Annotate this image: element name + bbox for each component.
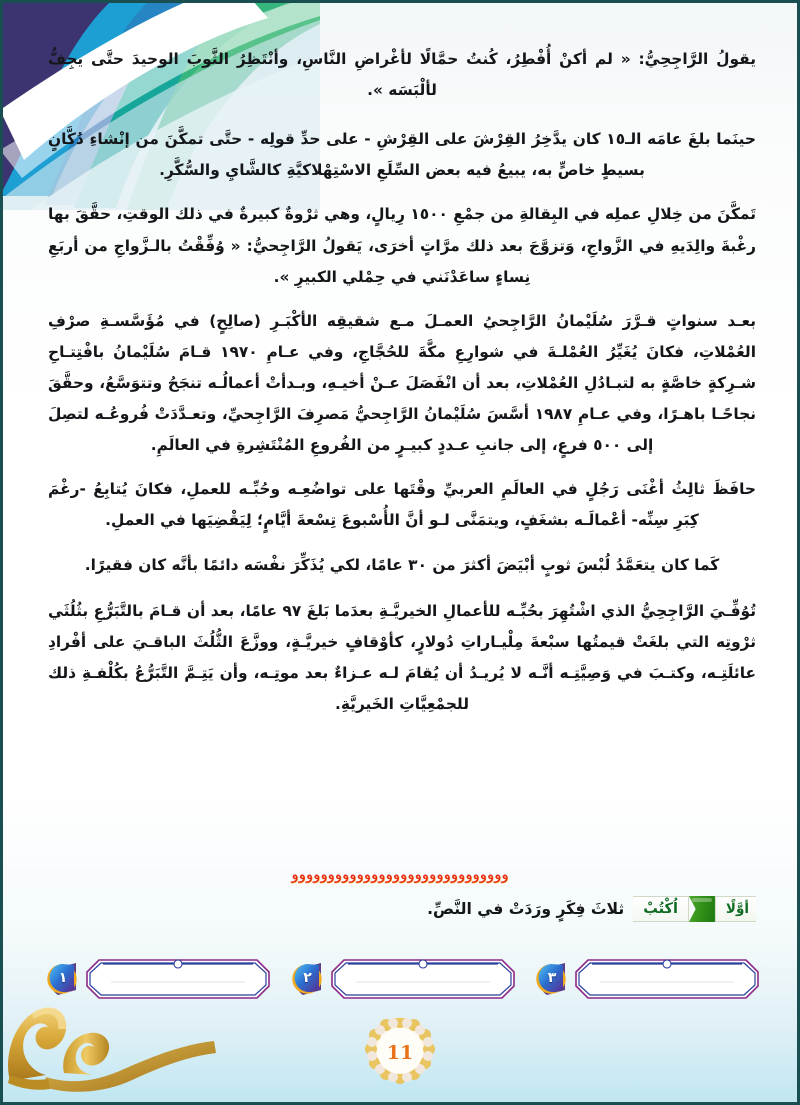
answer-input-3[interactable] <box>574 958 760 1000</box>
answer-input-1[interactable] <box>85 958 271 1000</box>
answer-item <box>535 958 760 1000</box>
answer-input-2[interactable] <box>330 958 516 1000</box>
paragraph: يقولُ الرَّاجِحِيُّ: « لم أكنْ أُفْطِرُ، كُنتُ حمَّالًا لأغْراضِ النَّاسِ، وأنْتَظِرُ الثَّوبَ الوحيدَ حتَّى يجِفُّ لألْبَسَه ». <box>48 50 756 100</box>
paragraph: بعـد سنواتٍ قـرَّرَ سُلَيْمانُ الرَّاجِحيُ العمـلَ مـع شقيقِه الأكْبَـرِ (صالِحٍ) في مُؤَسَّسـةِ صرْفِ العُمْلاتِ، فكانَ يُغَيِّرُ العُمْلـةَ في شوارِعِ مكَّةَ للحُجَّاجِ، وفي عـامِ ١٩٧٠ قـامَ سُلَيْمانُ بافْتِتـاحِ شـرِكةٍ خاصَّةٍ به لتبـادُلِ العُمْلاتِ، بعد أن انْفَصَلَ عـنْ أخيـهِ، وبـدأتْ أعمالُـه تنجَحُ وتتوَسَّعُ، وحقَّقَ نجاحًـا باهـرًا، وفي عـامِ ١٩٨٧ أسَّسَ سُلَيْمانُ الرَّاجِحيُّ مَصرِفَ الرَّاجِحيِّ، وتعـدَّدَتْ فُروعُـه لتصِلَ إلى ٥٠٠ فرعٍ، إلى جانبِ عـددٍ كبيـرٍ من الفُروعِ المُنْتَشِرةِ في العالَمِ. <box>48 311 756 455</box>
paragraph: حينَما بلغَ عامَه الـ١٥ كان يدَّخِرُ القِرْشَ على القِرْشِ - على حدِّ قولِه - حتَّى تمكَّنَ من إنْشاءِ دُكَّانٍ بسيطٍ خاصٍّ به، يبيعُ فيه بعض السِّلَعِ الاسْتِهْلاكيَّةِ كالشَّايِ والسُّكَّرِ. <box>48 130 756 180</box>
ribbon-decoration <box>2 989 217 1099</box>
page-number-medallion <box>361 1018 439 1088</box>
exercise-badge <box>633 896 756 922</box>
ornament-divider <box>0 866 800 882</box>
answer-item <box>291 958 516 1000</box>
exercise-heading <box>48 896 756 922</box>
answer-number-1: ١ <box>58 970 68 986</box>
paragraph: تُوُفِّـيَ الرَّاجِحِيُّ الذي اشْتُهِرَ بحُبِّـه للأعمالِ الخيريَّـةِ بعدَما بَلغَ ٩٧ عامًا، بعد أن قـامَ بالتَّبَرُّعِ بثُلُثَي ثرْوتِه التي بلغَتْ قيمتُها سبْعةَ مِلْيـاراتِ دُولارٍ، كأوْقافٍ خيريَّـةٍ، ووزَّعَ الثُّلُثَ الباقـيَ على أفْرادِ عائلَتِـه، وكتـبَ في وَصِيَّتِـه أنَّـه لا يُريـدُ أن يُقامَ لـه عـزاءٌ بعد موتِـه، وأن يَتِـمَّ التَّبَرُّعُ بكُلْفـةِ ذلك للجمْعِيَّاتِ الخَيريَّةِ. <box>48 601 756 713</box>
paragraph: كَما كان يتعَمَّدُ لُبْسَ ثوبٍ أبْيَضَ أكثرَ من ٣٠ عامًا، لكي يُذَكِّرَ نفْسَه دائمًا بأنَّه كان فقيرًا. <box>84 555 720 574</box>
flag-icon <box>689 896 715 922</box>
paragraph: حافَظَ ثالِثُ أغْنَى رَجُلٍ في العالَمِ العربيِّ وقْتَها على تواضُعِـه وحُبِّـه للعملِ، فكانَ يُتابِعُ -رغْمَ كِبَرِ سِنِّه- أعْمالَـه بشغَفٍ، ويتمَنَّى لـو أنَّ الأُسْبوعَ تِسْعةَ أيَّامٍ؛ لِيَقْضِيَها في العملِ. <box>48 480 756 530</box>
exercise-verb-label: اُكْتُبْ <box>633 896 689 922</box>
answer-boxes-row <box>46 958 760 1000</box>
page-number: 11 <box>386 1042 414 1064</box>
answer-number-badge-3 <box>535 960 569 998</box>
answer-number-3: ٣ <box>547 970 557 986</box>
answer-number-badge-1 <box>46 960 80 998</box>
exercise-ordinal-label: أوَّلًا <box>715 896 756 922</box>
paragraph: تَمكَّنَ من خِلالِ عملِه في البِقالةِ من جمْعِ ١٥٠٠ رِيالٍ، وهي ثرْوةٌ كبيرةٌ في ذلك الوقتِ، حقَّقَ بها رغْبةَ والِدَيهِ في الزَّواجِ، وَتزوَّجَ بعد ذلك مرَّاتٍ أخرَى، يَقولُ الرَّاجِحيُّ: « وُفِّقْتُ بالـزَّواجِ من أربَعِ نِساءٍ ساعَدْنَني في حِمْلي الكبيرِ ». <box>48 205 756 286</box>
article-body <box>48 44 756 733</box>
exercise-instruction: ثلاثَ فِكَرٍ ورَدَتْ في النَّصِّ. <box>427 900 625 918</box>
answer-number-badge-2 <box>291 960 325 998</box>
answer-item <box>46 958 271 1000</box>
divider-ornaments: وووووووووووووووووووووووووووووو <box>291 865 509 883</box>
answer-number-2: ٢ <box>303 970 312 986</box>
